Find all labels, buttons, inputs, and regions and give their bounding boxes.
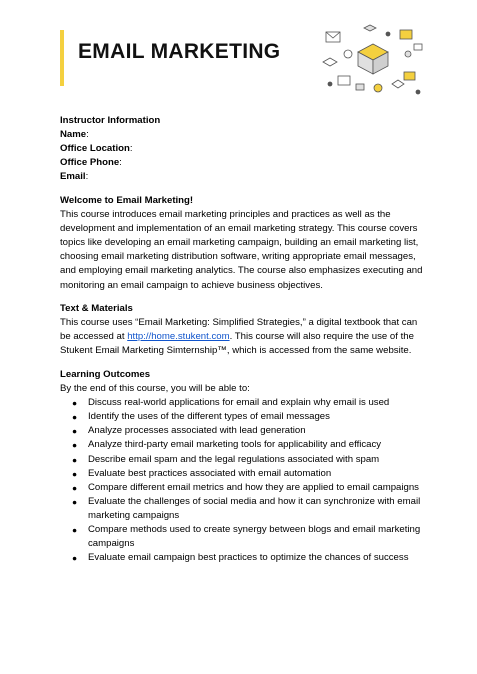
list-item: ● Evaluate best practices associated with email automation — [72, 467, 332, 479]
materials-body: This course uses “Email Marketing: Simplified Strategies,” a digital textbook that can be accessed at http://home.stukent.com. This course will also require the use of the Stukent Email Marketing Simternship™, which is accessed from the same website. — [60, 317, 418, 357]
list-item: ● Evaluate the challenges of social media and how it can synchronize with email marketing campaigns — [72, 495, 421, 521]
list-item: ● Discuss real-world applications for email and explain why email is used — [72, 397, 390, 409]
email-marketing-illustration-icon — [318, 22, 428, 102]
stukent-link[interactable]: http://home.stukent.com — [127, 331, 230, 343]
welcome-heading: Welcome to Email Marketing! — [60, 194, 194, 206]
instructor-field-name: Name: — [60, 129, 89, 141]
list-item: ● Compare different email metrics and how they are applied to email campaigns — [72, 481, 419, 493]
page-title: EMAIL MARKETING — [78, 40, 281, 63]
instructor-field-email: Email: — [60, 171, 89, 183]
materials-heading: Text & Materials — [60, 303, 133, 315]
outcomes-heading: Learning Outcomes — [60, 369, 151, 380]
list-item: ● Compare methods used to create synergy between blogs and email marketing campaigns — [72, 524, 421, 550]
instructor-heading: Instructor Information — [60, 115, 161, 126]
list-item: ● Analyze third-party email marketing tools for applicability and efficacy — [72, 439, 382, 451]
list-item: ● Describe email spam and the legal regulations associated with spam — [72, 453, 380, 465]
list-item: ● Analyze processes associated with lead generation — [72, 425, 306, 437]
list-item: ● Evaluate email campaign best practices to optimize the chances of success — [72, 552, 409, 564]
outcomes-list — [60, 396, 424, 565]
welcome-body: This course introduces email marketing principles and practices as well as the development and implementation of an email marketing strategy. This course covers topics like developing an email marketing campaign, building an email marketing list, choosing email marketing distribution software, writing appropriate email messages, and employing email marketing analytics. The course also emphasizes executing and monitoring an email campaign to achieve business objectives. — [60, 209, 423, 291]
list-item: ● Identify the uses of the different types of email messages — [72, 411, 330, 423]
outcomes-intro: By the end of this course, you will be able to: — [60, 383, 250, 395]
syllabus-content — [60, 114, 424, 565]
title-accent-bar — [60, 30, 64, 86]
instructor-field-office-phone: Office Phone: — [60, 157, 122, 169]
instructor-field-office-location: Office Location: — [60, 143, 133, 155]
